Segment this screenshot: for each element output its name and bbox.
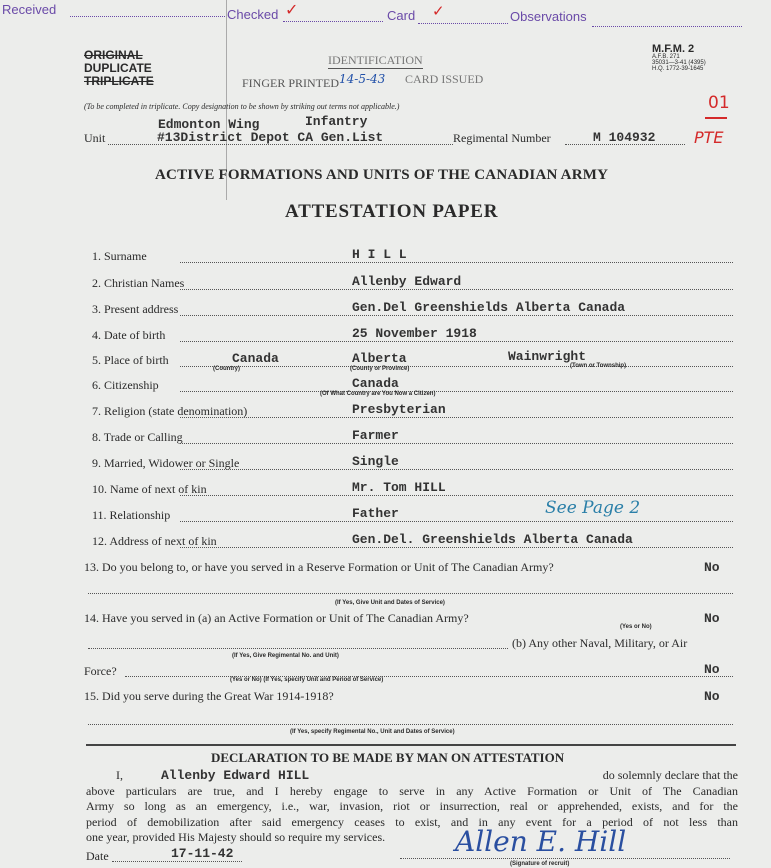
copy-designation [84,49,154,88]
regimental-number-label: Regimental Number [453,131,551,145]
field-value: Father [352,506,399,521]
q15-label: 15. Did you serve during the Great War 1914-1918? [84,689,334,703]
title-formations: ACTIVE FORMATIONS AND UNITS OF THE CANADIAN ARMY [155,167,609,183]
identification-label: IDENTIFICATION [328,53,423,67]
q13-label: 13. Do you belong to, or have you served in a Reserve Formation or Unit of The Canadian Army? [84,560,554,574]
field-value: H I L L [352,247,407,262]
declaration-name: Allenby Edward HILL [161,768,310,783]
card-issued-label: CARD ISSUED [405,72,484,86]
field-value: 25 November 1918 [352,326,477,341]
declaration-text: I, Allenby Edward HILL do solemnly declare that the above particulars are true, and I hereby engage to serve in any Active Formation or Unit of The Canadian Army so long as an emergency, i.e., war, invasion, riot or insurrection, real or apprehended, exists, and for the period of demobilization after said emergency ceases to exist, and in any event for a period of not less than one year, provided His Majesty should so require my services. [86,768,738,844]
q15-value: No [704,689,720,704]
field-label: 6. Citizenship [92,378,159,392]
field-value: Allenby Edward [352,274,462,289]
red-annotation-01: 01 [708,93,730,113]
q14-yes-no-caption: (Yes or No) [620,624,652,630]
q15-caption: (If Yes, specify Regimental No., Unit and Dates of Service) [290,729,455,735]
field-value: Single [352,454,399,469]
red-annotation-pte: PTE [694,128,724,147]
caption-province: (County or Province) [350,366,410,372]
unit-label: Unit [84,131,106,145]
field-label: 7. Religion (state denomination) [92,404,248,418]
copy-duplicate: DUPLICATE [84,61,152,75]
observations-label: Observations [510,9,587,24]
caption-country: (Country) [213,366,240,372]
copy-triplicate: TRIPLICATE [84,74,154,88]
declaration-date: 17-11-42 [171,846,234,861]
field-label: 10. Name of next of kin [92,482,207,496]
received-label: Received [2,2,57,17]
see-page-2-note: See Page 2 [545,498,641,518]
finger-printed-date: 14-5-43 [339,72,386,86]
caption-town: (Town or Township) [570,363,627,369]
q14b-force-label: Force? [84,664,117,678]
unit-line1: Edmonton Wing [158,117,260,132]
q13-caption: (If Yes, Give Unit and Dates of Service) [335,600,445,606]
q13-value: No [704,560,720,575]
unit-line1b: Infantry [305,114,368,129]
regimental-number: M 104932 [593,130,656,145]
card-label: Card [387,8,416,23]
recruit-signature: Allen E. Hill [455,825,627,858]
finger-printed-label: FINGER PRINTED [242,76,340,90]
unit-value: #13District Depot CA Gen.List [157,130,384,145]
q14b-caption: (If Yes, Give Regimental No. and Unit) [232,653,339,659]
field-label: 12. Address of next of kin [92,534,217,548]
field-value-3: Wainwright [508,349,587,364]
field-label: 11. Relationship [92,508,171,522]
field-value: Gen.Del. Greenshields Alberta Canada [352,532,633,547]
q14-value: No [704,611,720,626]
field-label: 2. Christian Names [92,276,185,290]
q14b-label: (b) Any other Naval, Military, or Air [512,636,688,650]
date-label: Date [86,849,109,863]
field-value: Presbyterian [352,402,446,417]
q14-label: 14. Have you served in (a) an Active Formation or Unit of The Canadian Army? [84,611,469,625]
field-value: Canada [352,376,399,391]
field-value: Mr. Tom HILL [352,480,446,495]
field-label: 1. Surname [92,249,147,263]
declaration-title: DECLARATION TO BE MADE BY MAN ON ATTESTATION [211,750,565,765]
form-reference: M.F.M. 2 A.F.B. 271 35031—3-41 (4395) H.Q. 1772-39-1645 [652,43,706,72]
field-value-2: Alberta [352,351,407,366]
checked-mark: ✓ [285,0,299,19]
q14b-caption-2: (Yes or No) (If Yes, specify Unit and Period of Service) [230,677,384,683]
caption-citizenship: (Of What Country are You Now a Citizen) [320,391,436,397]
field-label: 5. Place of birth [92,353,169,367]
signature-caption: (Signature of recruit) [510,861,570,867]
field-label: 3. Present address [92,302,179,316]
card-mark: ✓ [432,2,445,20]
divider [86,744,736,746]
declaration-i: I, [116,768,123,782]
field-label: 8. Trade or Calling [92,430,183,444]
field-value: Farmer [352,428,399,443]
instructions: (To be completed in triplicate. Copy designation to be shown by striking out terms not applicable.) [84,102,400,111]
field-label: 4. Date of birth [92,328,166,342]
title-attestation-paper: ATTESTATION PAPER [285,201,499,222]
field-label: 9. Married, Widower or Single [92,456,240,470]
checked-label: Checked [227,7,279,22]
q14b-value: No [704,662,720,677]
field-value: Gen.Del Greenshields Alberta Canada [352,300,626,315]
field-value: Canada [232,351,279,366]
copy-original: ORIGINAL [84,48,143,62]
